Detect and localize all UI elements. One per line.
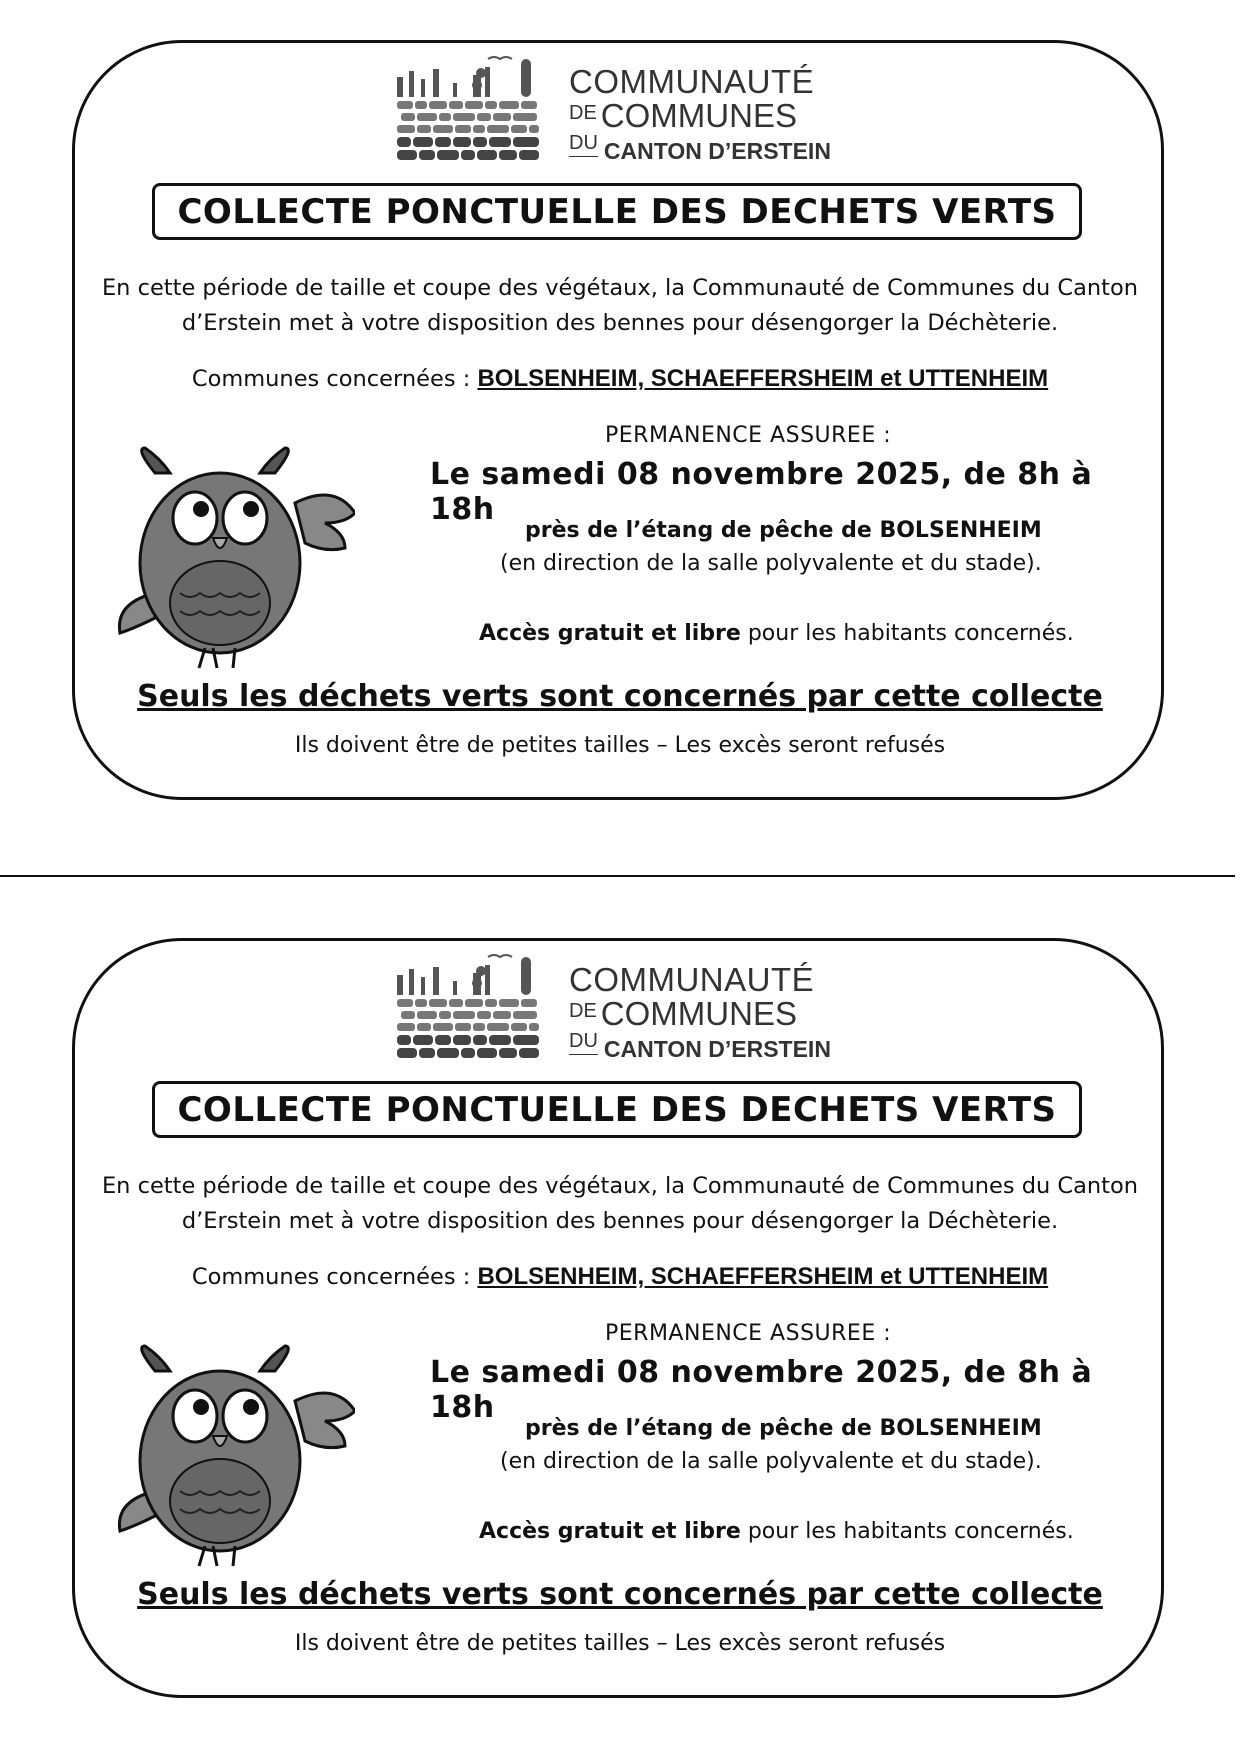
flyer-title: COLLECTE PONCTUELLE DES DECHETS VERTS xyxy=(152,1081,1082,1138)
logo-text xyxy=(569,963,831,1065)
logo-line2-small: DE xyxy=(569,102,597,124)
access-line xyxy=(479,621,1074,646)
logo-line2 xyxy=(569,997,831,1036)
logo-line2 xyxy=(569,99,831,138)
logo-line3-small: DU xyxy=(569,1028,598,1055)
direction-line: (en direction de la salle polyvalente et du stade). xyxy=(500,551,1042,576)
logo-line2-small: DE xyxy=(569,1000,597,1022)
permanence-label: PERMANENCE ASSUREE : xyxy=(605,423,892,448)
logo-line3 xyxy=(569,132,831,167)
logo-line1: COMMUNAUTÉ xyxy=(569,961,815,998)
bottom-note: Ils doivent être de petites tailles – Les excès seront refusés xyxy=(294,1631,946,1656)
communes-label: Communes concernées : xyxy=(191,366,478,392)
communes-label: Communes concernées : xyxy=(191,1264,478,1290)
owl-mascot-icon xyxy=(95,1341,355,1571)
direction-line: (en direction de la salle polyvalente et du stade). xyxy=(500,1449,1042,1474)
intro-line-2: d’Erstein met à votre disposition des bennes pour désengorger la Déchèterie. xyxy=(181,1208,1059,1234)
owl-mascot-icon xyxy=(95,443,355,673)
logo-line3 xyxy=(569,1030,831,1065)
permanence-label: PERMANENCE ASSUREE : xyxy=(605,1321,892,1346)
bottom-title: Seuls les déchets verts sont concernés par cette collecte xyxy=(137,1577,1103,1612)
place-line: près de l’étang de pêche de BOLSENHEIM xyxy=(525,518,1042,543)
logo xyxy=(393,951,863,1063)
place-line: près de l’étang de pêche de BOLSENHEIM xyxy=(525,1416,1042,1441)
cut-line-divider xyxy=(0,875,1235,877)
intro-line-2: d’Erstein met à votre disposition des bennes pour désengorger la Déchèterie. xyxy=(181,310,1059,336)
city-stones-logo-icon xyxy=(393,53,563,165)
city-stones-logo-icon xyxy=(393,951,563,1063)
communes-line xyxy=(85,1263,1155,1291)
bottom-note: Ils doivent être de petites tailles – Les excès seront refusés xyxy=(294,733,946,758)
access-line xyxy=(479,1519,1074,1544)
logo-line2-main: COMMUNES xyxy=(600,97,797,134)
communes-names: BOLSENHEIM, SCHAEFFERSHEIM et UTTENHEIM xyxy=(477,365,1049,392)
logo-text xyxy=(569,65,831,167)
access-bold: Accès gratuit et libre xyxy=(479,621,741,646)
intro-line-1: En cette période de taille et coupe des végétaux, la Communauté de Communes du Canton xyxy=(101,1173,1139,1199)
flyer-top xyxy=(72,40,1164,800)
communes-names: BOLSENHEIM, SCHAEFFERSHEIM et UTTENHEIM xyxy=(477,1263,1049,1290)
logo-line2-main: COMMUNES xyxy=(600,995,797,1032)
access-rest: pour les habitants concernés. xyxy=(740,621,1074,646)
logo-line3-main: CANTON D’ERSTEIN xyxy=(603,1036,831,1062)
access-bold: Accès gratuit et libre xyxy=(479,1519,741,1544)
access-rest: pour les habitants concernés. xyxy=(740,1519,1074,1544)
date-line: Le samedi 08 novembre 2025, de 8h à 18h xyxy=(430,457,1093,527)
intro-line-1: En cette période de taille et coupe des végétaux, la Communauté de Communes du Canton xyxy=(101,275,1139,301)
logo-line3-main: CANTON D’ERSTEIN xyxy=(603,138,831,164)
date-line: Le samedi 08 novembre 2025, de 8h à 18h xyxy=(430,1355,1093,1425)
intro-text xyxy=(85,271,1155,341)
logo-line3-small: DU xyxy=(569,130,598,157)
flyer-bottom xyxy=(72,938,1164,1698)
logo-line1: COMMUNAUTÉ xyxy=(569,63,815,100)
logo xyxy=(393,53,863,165)
flyer-title: COLLECTE PONCTUELLE DES DECHETS VERTS xyxy=(152,183,1082,240)
bottom-title: Seuls les déchets verts sont concernés par cette collecte xyxy=(137,679,1103,714)
intro-text xyxy=(85,1169,1155,1239)
communes-line xyxy=(85,365,1155,393)
